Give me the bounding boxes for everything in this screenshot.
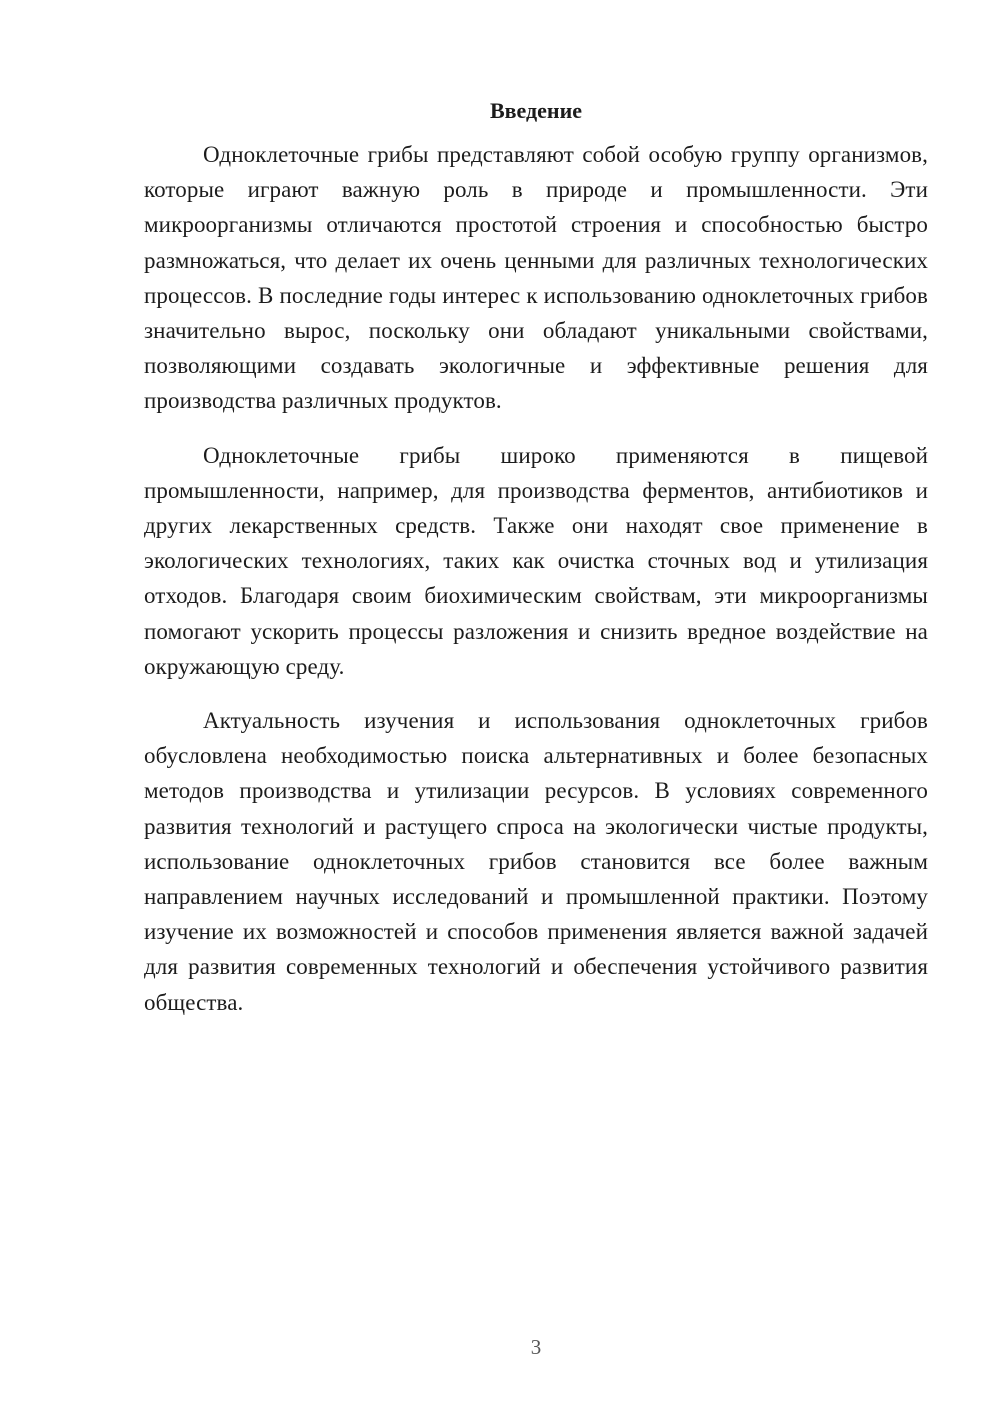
paragraph-1: Одноклеточные грибы представляют собой особую группу организмов, которые играют важную роль в природе и промышленности. Эти микроорганизмы отличаются простотой строения и способностью быстро размножаться, что делает их очень ценными для различных технологических процессов. В последние годы интерес к использованию одноклеточных грибов значительно вырос, поскольку они обладают уникальными свойствами, позволяющими создавать экологичные и эффективные решения для производства различных продуктов.	[144, 142, 928, 414]
paragraph-2: Одноклеточные грибы широко применяются в пищевой промышленности, например, для производства ферментов, антибиотиков и других лекарственных средств. Также они находят свое применение в экологических технологиях, таких как очистка сточных вод и утилизация отходов. Благодаря своим биохимическим свойствам, эти микроорганизмы помогают ускорить процессы разложения и снизить вредное воздействие на окружающую среду.	[144, 442, 928, 679]
paragraph-3: Актуальность изучения и использования одноклеточных грибов обусловлена необходимостью поиска альтернативных и более безопасных методов производства и утилизации ресурсов. В условиях современного развития технологий и растущего спроса на экологически чистые продукты, использование одноклеточных грибов становится все более важным направлением научных исследований и промышленной практики. Поэтому изучение их возможностей и способов применения является важной задачей для развития современных технологий и обеспечения устойчивого развития общества.	[144, 708, 928, 1015]
page-content	[144, 96, 928, 1039]
section-heading: Введение	[489, 98, 583, 123]
page-number: 3	[530, 1335, 542, 1359]
